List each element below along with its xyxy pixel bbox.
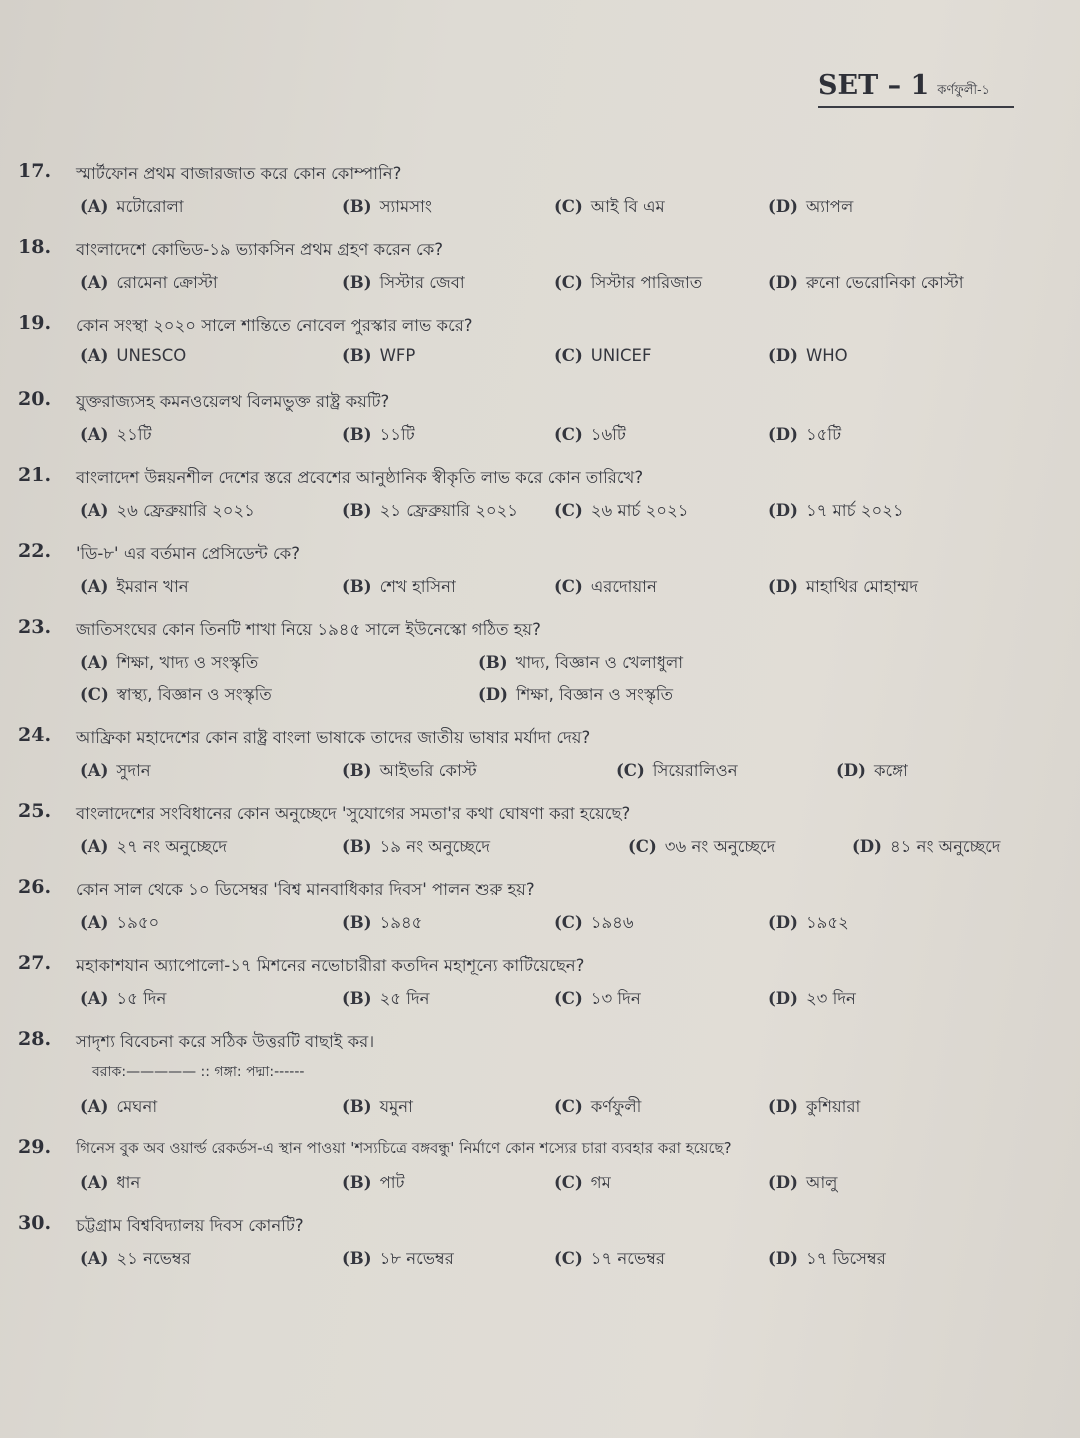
- option-c[interactable]: [554, 1094, 641, 1121]
- option-letter: (C): [554, 913, 583, 932]
- question-text: গিনেস বুক অব ওয়ার্ল্ড রেকর্ডস-এ স্থান পাওয়া 'শস্যচিত্রে বঙ্গবন্ধু' নির্মাণে কোন শস্যের চারা ব্যবহার করা হয়েছে?: [76, 1139, 732, 1157]
- option-b[interactable]: [342, 1170, 405, 1197]
- option-b[interactable]: [342, 1094, 413, 1121]
- option-letter: (B): [342, 1097, 372, 1116]
- option-b[interactable]: [342, 986, 429, 1013]
- question-number: 24.: [18, 724, 52, 746]
- option-text: কর্ণফুলী: [590, 1097, 642, 1116]
- option-letter: (B): [342, 197, 372, 216]
- option-text: পাট: [379, 1173, 405, 1192]
- option-letter: (D): [768, 1097, 798, 1116]
- option-d[interactable]: [768, 194, 853, 221]
- option-letter: (D): [768, 197, 798, 216]
- option-letter: (C): [554, 1173, 583, 1192]
- question-text: স্মার্টফোন প্রথম বাজারজাত করে কোন কোম্পানি?: [76, 164, 402, 183]
- option-c[interactable]: [616, 758, 738, 785]
- option-text: স্বাস্থ্য, বিজ্ঞান ও সংস্কৃতি: [116, 685, 272, 704]
- option-text: ৪১ নং অনুচ্ছেদে: [889, 837, 1001, 856]
- option-d[interactable]: [768, 910, 849, 937]
- option-letter: (B): [342, 425, 372, 444]
- option-b[interactable]: [478, 650, 683, 677]
- question-number: 20.: [18, 388, 52, 410]
- option-list: [80, 194, 1060, 224]
- option-text: WFP: [379, 346, 416, 365]
- question-number: 17.: [18, 160, 52, 182]
- option-text: ২১ নভেম্বর: [116, 1249, 191, 1268]
- option-text: ১৫ দিন: [116, 989, 167, 1008]
- option-text: শিক্ষা, খাদ্য ও সংস্কৃতি: [116, 653, 259, 672]
- question-18: [18, 236, 1058, 312]
- option-list: [80, 650, 1060, 714]
- question-17: [18, 160, 1058, 236]
- question-text: চট্টগ্রাম বিশ্ববিদ্যালয় দিবস কোনটি?: [76, 1216, 304, 1235]
- option-d[interactable]: [768, 986, 856, 1013]
- option-letter: (D): [852, 837, 882, 856]
- option-d[interactable]: [768, 1170, 837, 1197]
- option-b[interactable]: [342, 1246, 454, 1273]
- question-number: 22.: [18, 540, 52, 562]
- option-d[interactable]: [768, 346, 848, 365]
- question-24: [18, 724, 1058, 800]
- option-letter: (D): [836, 761, 866, 780]
- question-text: কোন সাল থেকে ১০ ডিসেম্বর 'বিশ্ব মানবাধিকার দিবস' পালন শুরু হয়?: [76, 880, 535, 899]
- question-number: 25.: [18, 800, 52, 822]
- option-letter: (C): [554, 425, 583, 444]
- option-text: রুনো ভেরোনিকা কোস্টা: [805, 273, 964, 292]
- option-text: ২৬ ফ্রেব্রুয়ারি ২০২১: [116, 501, 255, 520]
- option-c[interactable]: [628, 834, 775, 861]
- option-letter: (B): [342, 577, 372, 596]
- option-d[interactable]: [478, 682, 673, 709]
- option-text: ১৭ মার্চ ২০২১: [805, 501, 904, 520]
- set-label: SET – 1: [818, 70, 930, 101]
- question-29: [18, 1136, 1058, 1212]
- option-c[interactable]: [554, 1246, 665, 1273]
- option-c[interactable]: [554, 910, 634, 937]
- question-number: 28.: [18, 1028, 52, 1050]
- option-list: [80, 574, 1060, 604]
- option-text: ১৯৫০: [116, 913, 160, 932]
- option-a[interactable]: [80, 422, 152, 449]
- set-header: [818, 70, 1048, 102]
- option-list: [80, 422, 1060, 452]
- option-text: সুদান: [116, 761, 151, 780]
- option-c[interactable]: [554, 986, 641, 1013]
- option-text: ২৩ দিন: [805, 989, 856, 1008]
- question-list: [18, 160, 1058, 1288]
- option-text: ১৫টি: [805, 425, 842, 444]
- option-text: ১৩ দিন: [590, 989, 641, 1008]
- option-list: [80, 346, 1060, 376]
- option-text: ৩৬ নং অনুচ্ছেদে: [664, 837, 776, 856]
- question-text: মহাকাশযান অ্যাপোলো-১৭ মিশনের নভোচারীরা কতদিন মহাশূন্যে কাটিয়েছেন?: [76, 956, 585, 975]
- option-list: [80, 498, 1060, 528]
- option-letter: (A): [80, 273, 109, 292]
- option-letter: (A): [80, 1097, 109, 1116]
- question-26: [18, 876, 1058, 952]
- option-letter: (C): [554, 1249, 583, 1268]
- question-text: কোন সংস্থা ২০২০ সালে শান্তিতে নোবেল পুরস্কার লাভ করে?: [76, 316, 473, 335]
- option-a[interactable]: [80, 346, 186, 365]
- question-22: [18, 540, 1058, 616]
- option-letter: (D): [768, 989, 798, 1008]
- question-number: 23.: [18, 616, 52, 638]
- option-text: রোমেনা ক্রোস্টা: [116, 273, 218, 292]
- option-text: এরদোয়ান: [590, 577, 657, 596]
- option-a[interactable]: [80, 498, 255, 525]
- option-a[interactable]: [80, 1246, 191, 1273]
- option-a[interactable]: [80, 1094, 157, 1121]
- option-letter: (A): [80, 1173, 109, 1192]
- option-list: [80, 834, 1060, 864]
- question-number: 27.: [18, 952, 52, 974]
- option-list: [80, 1170, 1060, 1200]
- option-text: ১৯৫২: [805, 913, 849, 932]
- option-text: সিস্টার জেবা: [379, 273, 465, 292]
- option-letter: (A): [80, 761, 109, 780]
- option-b[interactable]: [342, 834, 490, 861]
- option-letter: (C): [554, 273, 583, 292]
- option-letter: (A): [80, 577, 109, 596]
- option-list: [80, 1246, 1060, 1276]
- option-list: [80, 758, 1060, 788]
- option-d[interactable]: [768, 498, 904, 525]
- option-text: আইভরি কোস্ট: [379, 761, 477, 780]
- option-letter: (A): [80, 501, 109, 520]
- option-text: স্যামসাং: [379, 197, 432, 216]
- option-d[interactable]: [768, 1246, 886, 1273]
- question-number: 18.: [18, 236, 52, 258]
- option-letter: (B): [478, 653, 508, 672]
- option-letter: (A): [80, 913, 109, 932]
- option-text: খাদ্য, বিজ্ঞান ও খেলাধুলা: [515, 653, 684, 672]
- option-c[interactable]: [554, 1170, 611, 1197]
- option-letter: (D): [768, 913, 798, 932]
- option-b[interactable]: [342, 270, 465, 297]
- option-d[interactable]: [768, 1094, 860, 1121]
- option-text: অ্যাপল: [805, 197, 854, 216]
- option-letter: (B): [342, 761, 372, 780]
- option-letter: (C): [80, 685, 109, 704]
- question-20: [18, 388, 1058, 464]
- option-a[interactable]: [80, 986, 166, 1013]
- option-text: ২৭ নং অনুচ্ছেদে: [116, 837, 228, 856]
- option-letter: (B): [342, 1173, 372, 1192]
- option-text: আই বি এম: [590, 197, 665, 216]
- option-text: ধান: [116, 1173, 141, 1192]
- option-a[interactable]: [80, 194, 184, 221]
- option-b[interactable]: [342, 422, 415, 449]
- option-list: [80, 1094, 1060, 1124]
- option-d[interactable]: [768, 574, 918, 601]
- option-text: ১৮ নভেম্বর: [379, 1249, 454, 1268]
- option-text: গম: [590, 1173, 611, 1192]
- option-text: আলু: [805, 1173, 838, 1192]
- option-a[interactable]: [80, 270, 218, 297]
- option-text: ২১টি: [116, 425, 152, 444]
- question-25: [18, 800, 1058, 876]
- option-c[interactable]: [554, 346, 651, 365]
- question-number: 26.: [18, 876, 52, 898]
- option-letter: (D): [768, 577, 798, 596]
- option-text: WHO: [805, 346, 848, 365]
- option-letter: (B): [342, 346, 372, 365]
- option-letter: (D): [768, 425, 798, 444]
- question-21: [18, 464, 1058, 540]
- option-text: ১৯ নং অনুচ্ছেদে: [379, 837, 491, 856]
- option-letter: (A): [80, 197, 109, 216]
- option-a[interactable]: [80, 650, 258, 677]
- option-text: মেঘনা: [116, 1097, 158, 1116]
- option-text: কুশিয়ারা: [805, 1097, 861, 1116]
- question-text: বাংলাদেশ উন্নয়নশীল দেশের স্তরে প্রবেশের আনুষ্ঠানিক স্বীকৃতি লাভ করে কোন তারিখে?: [76, 468, 644, 487]
- option-letter: (B): [342, 989, 372, 1008]
- option-d[interactable]: [836, 758, 908, 785]
- option-b[interactable]: [342, 346, 415, 365]
- option-b[interactable]: [342, 910, 422, 937]
- question-30: [18, 1212, 1058, 1288]
- option-text: কঙ্গো: [873, 761, 908, 780]
- option-text: সিয়েরালিওন: [652, 761, 738, 780]
- option-text: ২৫ দিন: [379, 989, 430, 1008]
- option-letter: (C): [554, 501, 583, 520]
- question-number: 30.: [18, 1212, 52, 1234]
- option-b[interactable]: [342, 194, 432, 221]
- question-23: [18, 616, 1058, 724]
- option-text: শিক্ষা, বিজ্ঞান ও সংস্কৃতি: [515, 685, 674, 704]
- option-letter: (C): [628, 837, 657, 856]
- option-b[interactable]: [342, 574, 456, 601]
- option-text: সিস্টার পারিজাত: [590, 273, 703, 292]
- option-text: শেখ হাসিনা: [379, 577, 456, 596]
- option-text: UNESCO: [116, 346, 187, 365]
- option-letter: (C): [554, 346, 583, 365]
- option-text: UNICEF: [590, 346, 652, 365]
- option-a[interactable]: [80, 574, 189, 601]
- option-d[interactable]: [768, 270, 964, 297]
- option-letter: (C): [554, 1097, 583, 1116]
- question-19: [18, 312, 1058, 388]
- option-letter: (C): [554, 577, 583, 596]
- option-c[interactable]: [554, 270, 702, 297]
- option-letter: (A): [80, 653, 109, 672]
- option-letter: (B): [342, 273, 372, 292]
- option-text: ১৯৪৫: [379, 913, 423, 932]
- question-number: 21.: [18, 464, 52, 486]
- option-text: মটোরোলা: [116, 197, 184, 216]
- option-text: মাহাথির মোহাম্মদ: [805, 577, 919, 596]
- option-c[interactable]: [80, 682, 272, 709]
- question-number: 29.: [18, 1136, 52, 1158]
- question-27: [18, 952, 1058, 1028]
- option-text: ২১ ফ্রেব্রুয়ারি ২০২১: [379, 501, 518, 520]
- question-text: বাংলাদেশের সংবিধানের কোন অনুচ্ছেদে 'সুযোগের সমতা'র কথা ঘোষণা করা হয়েছে?: [76, 804, 631, 823]
- option-c[interactable]: [554, 194, 665, 221]
- question-text: আফ্রিকা মহাদেশের কোন রাষ্ট্র বাংলা ভাষাকে তাদের জাতীয় ভাষার মর্যাদা দেয়?: [76, 728, 591, 747]
- question-text: যুক্তরাজ্যসহ কমনওয়েলথ বিলমভুক্ত রাষ্ট্র কয়টি?: [76, 392, 390, 411]
- option-letter: (B): [342, 1249, 372, 1268]
- option-text: ২৬ মার্চ ২০২১: [590, 501, 689, 520]
- option-letter: (C): [554, 989, 583, 1008]
- question-text: 'ডি-৮' এর বর্তমান প্রেসিডেন্ট কে?: [76, 544, 300, 563]
- question-text: বাংলাদেশে কোভিড-১৯ ভ্যাকসিন প্রথম গ্রহণ করেন কে?: [76, 240, 443, 259]
- option-text: ১১টি: [379, 425, 415, 444]
- option-a[interactable]: [80, 910, 159, 937]
- option-b[interactable]: [342, 498, 518, 525]
- option-letter: (D): [768, 1173, 798, 1192]
- option-text: যমুনা: [379, 1097, 413, 1116]
- option-letter: (D): [478, 685, 508, 704]
- option-letter: (D): [768, 1249, 798, 1268]
- option-letter: (B): [342, 837, 372, 856]
- option-letter: (D): [768, 501, 798, 520]
- option-letter: (C): [616, 761, 645, 780]
- option-text: ১৭ ডিসেম্বর: [805, 1249, 886, 1268]
- option-text: ১৯৪৬: [590, 913, 634, 932]
- option-d[interactable]: [768, 422, 841, 449]
- option-a[interactable]: [80, 834, 227, 861]
- option-a[interactable]: [80, 1170, 140, 1197]
- option-b[interactable]: [342, 758, 477, 785]
- option-letter: (B): [342, 501, 372, 520]
- option-list: [80, 910, 1060, 940]
- set-underline: [818, 106, 1014, 108]
- option-text: ১৭ নভেম্বর: [590, 1249, 665, 1268]
- question-text: জাতিসংঘের কোন তিনটি শাখা নিয়ে ১৯৪৫ সালে ইউনেস্কো গঠিত হয়?: [76, 620, 541, 639]
- option-letter: (B): [342, 913, 372, 932]
- question-number: 19.: [18, 312, 52, 334]
- option-d[interactable]: [852, 834, 1000, 861]
- option-a[interactable]: [80, 758, 151, 785]
- option-letter: (A): [80, 989, 109, 1008]
- option-text: ১৬টি: [590, 425, 626, 444]
- option-letter: (A): [80, 837, 109, 856]
- option-list: [80, 270, 1060, 300]
- question-28: [18, 1028, 1058, 1136]
- option-letter: (A): [80, 1249, 109, 1268]
- option-c[interactable]: [554, 498, 688, 525]
- set-tag: কর্ণফুলী-১: [937, 83, 990, 98]
- option-letter: (A): [80, 425, 109, 444]
- option-c[interactable]: [554, 422, 626, 449]
- question-text: সাদৃশ্য বিবেচনা করে সঠিক উত্তরটি বাছাই কর।: [76, 1032, 375, 1051]
- option-letter: (C): [554, 197, 583, 216]
- option-letter: (D): [768, 273, 798, 292]
- option-list: [80, 986, 1060, 1016]
- option-text: ইমরান খান: [116, 577, 189, 596]
- analogy-prompt: বরাক:————— :: গঙ্গা: পদ্মা:------: [92, 1064, 305, 1080]
- option-letter: (A): [80, 346, 109, 365]
- option-c[interactable]: [554, 574, 657, 601]
- option-letter: (D): [768, 346, 798, 365]
